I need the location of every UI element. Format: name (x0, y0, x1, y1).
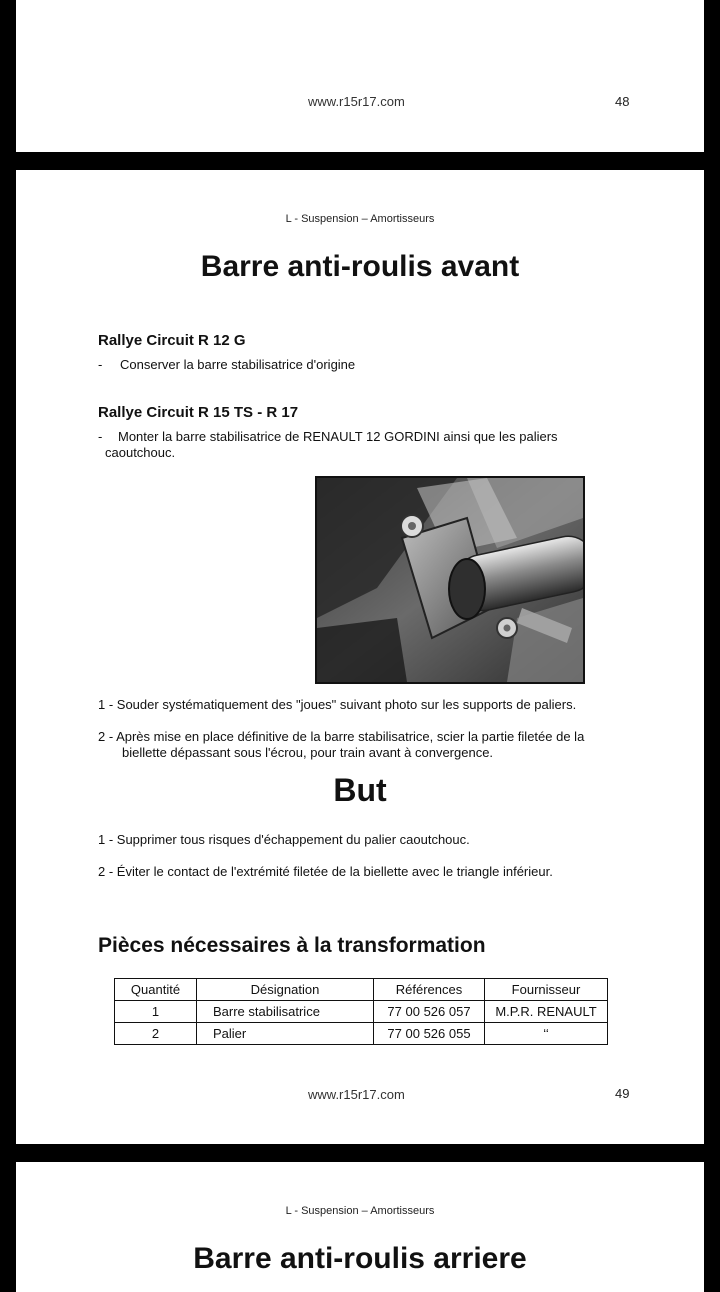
chapter-header: L - Suspension – Amortisseurs (285, 1205, 435, 1217)
parts-heading: Pièces nécessaires à la transformation (98, 934, 486, 957)
page-title: Barre anti-roulis arriere (193, 1242, 527, 1275)
chapter-header: L - Suspension – Amortisseurs (285, 213, 435, 225)
cell-quantity: 2 (115, 1023, 197, 1045)
footer-url: www.r15r17.com (308, 94, 405, 109)
page-number: 49 (615, 1086, 630, 1101)
section-text: Conserver la barre stabilisatrice d'origine (120, 357, 356, 372)
goal-item-2: 2 - Éviter le contact de l'extrémité filetée de la biellette avec le triangle inférieur. (98, 864, 553, 879)
parts-table (114, 978, 608, 1045)
cell-designation: Palier (197, 1023, 374, 1045)
section-heading-r12g: Rallye Circuit R 12 G (98, 332, 246, 349)
suspension-photo (315, 476, 585, 684)
instruction-step-2-line2: biellette dépassant sous l'écrou, pour train avant à convergence. (122, 745, 494, 760)
cell-reference: 77 00 526 057 (374, 1001, 485, 1023)
section-heading-r15-r17: Rallye Circuit R 15 TS - R 17 (98, 404, 299, 421)
table-row (115, 1023, 608, 1045)
column-header-quantity: Quantité (115, 979, 197, 1001)
column-header-designation: Désignation (197, 979, 374, 1001)
goal-heading: But (333, 772, 387, 808)
bullet-dash: - (98, 429, 103, 444)
bearing-photo-illustration (317, 478, 583, 682)
instruction-step-1: 1 - Souder systématiquement des "joues" suivant photo sur les supports de paliers. (98, 697, 577, 712)
cell-reference: 77 00 526 055 (374, 1023, 485, 1045)
page-title: Barre anti-roulis avant (200, 250, 520, 283)
next-page (16, 1162, 704, 1292)
instruction-step-2-line1: 2 - Après mise en place définitive de la barre stabilisatrice, scier la partie filetée de la (98, 729, 585, 744)
table-header-row (115, 979, 608, 1001)
cell-supplier: ‘‘ (485, 1023, 608, 1045)
section-text-line: Monter la barre stabilisatrice de RENAULT 12 GORDINI ainsi que les paliers (118, 429, 558, 444)
bullet-dash: - (98, 357, 103, 372)
goal-item-1: 1 - Supprimer tous risques d'échappement du palier caoutchouc. (98, 832, 470, 847)
current-page (16, 170, 704, 1144)
page-number: 48 (615, 94, 630, 109)
cell-designation: Barre stabilisatrice (197, 1001, 374, 1023)
previous-page (16, 0, 704, 152)
table-row (115, 1001, 608, 1023)
column-header-supplier: Fournisseur (485, 979, 608, 1001)
column-header-references: Références (374, 979, 485, 1001)
cell-supplier: M.P.R. RENAULT (485, 1001, 608, 1023)
section-text-line: caoutchouc. (105, 445, 176, 460)
footer-url: www.r15r17.com (308, 1087, 405, 1102)
cell-quantity: 1 (115, 1001, 197, 1023)
